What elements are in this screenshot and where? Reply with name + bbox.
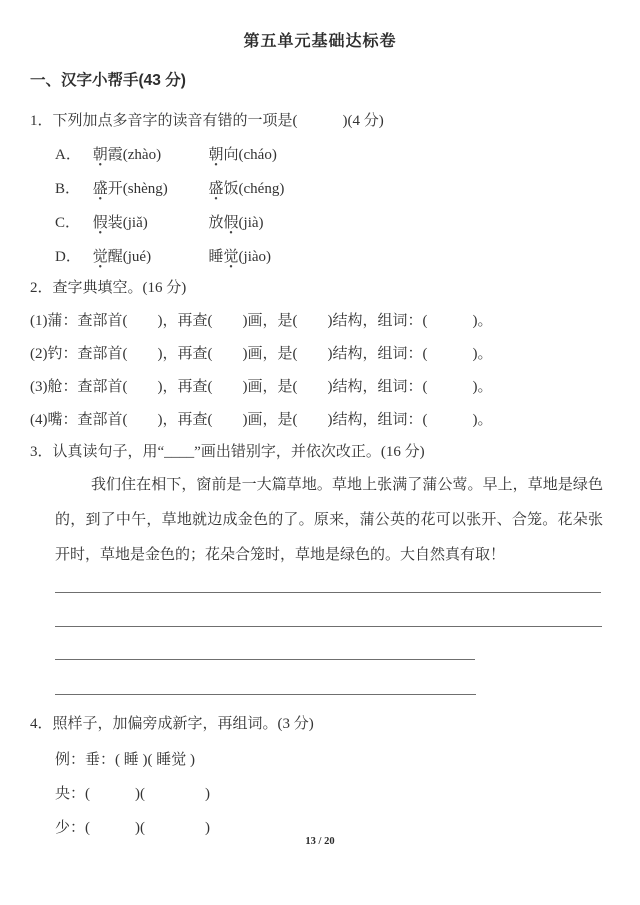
word-part: 开(shèng) [107,181,168,197]
dotted-char: 盛 [92,181,108,197]
word-part: 饭(chéng) [223,181,285,197]
option-word [93,172,205,206]
dotted-char: 假 [92,215,108,231]
option-word [93,240,205,274]
dotted-char: 朝 [208,147,224,163]
option-label: D． [55,249,81,265]
q2-fill-rows [30,305,610,437]
dotted-char: 觉 [92,249,108,265]
q4-example: 例：垂：( 睡 )( 睡觉 ) [55,752,195,768]
option-label: B． [55,181,81,197]
option-word [93,138,205,172]
answer-line-2 [55,626,602,627]
word-part: 睡 [208,249,224,265]
option-label: A． [55,147,81,163]
option-word [93,206,205,240]
page-title: 第五单元基础达标卷 [243,33,397,50]
q3-stem: 3．认真读句子，用“____”画出错别字，并依次改正。(16 分) [30,444,425,460]
dotted-char: 觉 [223,249,239,265]
option-label: C． [55,215,81,231]
q2-row-1: (1)蒲：查部首( )，再查( )画，是( )结构，组词：( )。 [30,313,493,329]
q2-stem: 2．查字典填空。(16 分) [30,280,187,296]
q1-stem: 1．下列加点多音字的读音有错的一项是( )(4 分) [30,113,384,129]
word-part: 装(jiǎ) [107,215,148,231]
dotted-char: 盛 [208,181,224,197]
option-word [209,206,264,240]
q4-stem: 4．照样子，加偏旁成新字，再组词。(3 分) [30,716,314,732]
word-part: 霞(zhào) [107,147,162,163]
q1-option-d [55,240,610,274]
q3-passage: 我们住在相下，窗前是一大篇草地。草地上张满了蒲公莺。早上，草地是绿色的，到了中午，草地就边成金色的了。原来，蒲公英的花可以张开、合笼。花朵张开时，草地是金色的；花朵合笼时，草地是绿色的。大自然真有取！ [55,477,603,563]
option-word [209,138,277,172]
q1-option-b [55,172,610,206]
answer-line-3 [55,659,475,660]
q1-options [55,138,610,274]
q4-row-2: 少：( )( ) [55,820,210,836]
q4-row-1: 央：( )( ) [55,786,210,802]
q4-rows [55,743,610,845]
dotted-char: 假 [223,215,239,231]
q2-row-3: (3)舱：查部首( )，再查( )画，是( )结构，组词：( )。 [30,379,493,395]
answer-line-1 [55,592,601,593]
page-number: 13 / 20 [305,836,335,847]
q1-option-c [55,206,610,240]
answer-line-4 [55,694,476,695]
dotted-char: 朝 [92,147,108,163]
word-part: 向(cháo) [223,147,277,163]
word-part: 放 [208,215,224,231]
option-word [209,172,285,206]
word-part: (jià) [238,215,264,231]
q2-row-4: (4)嘴：查部首( )，再查( )画，是( )结构，组词：( )。 [30,412,493,428]
word-part: 醒(jué) [107,249,152,265]
q1-option-a [55,138,610,172]
q2-row-2: (2)钓：查部首( )，再查( )画，是( )结构，组词：( )。 [30,346,493,362]
word-part: (jiào) [238,249,272,265]
option-word [209,240,272,274]
section-heading: 一、汉字小帮手(43 分) [30,72,186,89]
